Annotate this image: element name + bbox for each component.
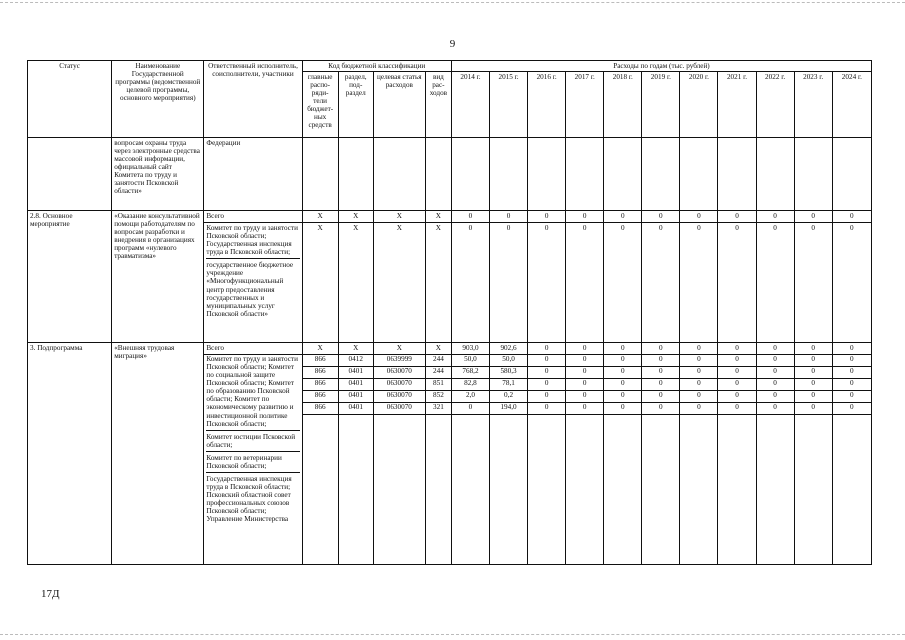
value-cell: 902,6 bbox=[490, 343, 528, 355]
value-cell: 0 bbox=[528, 223, 566, 343]
header-year: 2024 г. bbox=[832, 72, 871, 138]
code-cell: 866 bbox=[302, 403, 338, 415]
executor-block: Комитет по ветеринарии Псковской области; bbox=[206, 451, 299, 470]
value-cell: 0 bbox=[490, 223, 528, 343]
value-cell: 0 bbox=[566, 403, 604, 415]
code-cell: 866 bbox=[302, 367, 338, 379]
header-year: 2015 г. bbox=[490, 72, 528, 138]
value-cell: 194,0 bbox=[490, 403, 528, 415]
value-cell: 0 bbox=[756, 379, 794, 391]
value-cell: 0 bbox=[718, 355, 756, 367]
executor-block: Государственная инспекция труда в Псковской области; Псковский областной совет профессиональных союзов Псковской области; Управление Министерства bbox=[206, 472, 299, 523]
value-cell: 580,3 bbox=[490, 367, 528, 379]
value-cell: 0 bbox=[604, 211, 642, 223]
program-table bbox=[27, 60, 872, 565]
value-cell: 0 bbox=[832, 223, 871, 343]
value-cell: 0 bbox=[528, 355, 566, 367]
header-rz: раздел, под- раздел bbox=[338, 72, 373, 138]
value-cell: 78,1 bbox=[490, 379, 528, 391]
code-cell: X bbox=[302, 223, 338, 343]
value-cell: 0 bbox=[528, 379, 566, 391]
value-cell: 0 bbox=[832, 355, 871, 367]
header-year: 2022 г. bbox=[756, 72, 794, 138]
value-cell: 0 bbox=[718, 403, 756, 415]
scan-top-edge bbox=[0, 2, 905, 3]
value-cell: 50,0 bbox=[490, 355, 528, 367]
value-cell: 0 bbox=[604, 403, 642, 415]
code-cell: 851 bbox=[425, 379, 451, 391]
value-cell: 0 bbox=[718, 391, 756, 403]
executor-block: государственное бюджетное учреждение «Многофункциональный центр предоставления государственных и муниципальных услуг Псковской области» bbox=[206, 258, 299, 317]
value-cell: 0 bbox=[756, 391, 794, 403]
code-cell: X bbox=[302, 343, 338, 355]
value-cell: 0 bbox=[794, 223, 832, 343]
header-grbs: главные распо- ряди- тели бюджет- ных средств bbox=[302, 72, 338, 138]
value-cell: 0 bbox=[566, 367, 604, 379]
value-cell: 0 bbox=[794, 367, 832, 379]
value-cell: 0 bbox=[604, 367, 642, 379]
header-csr: целевая статья расходов bbox=[373, 72, 425, 138]
row-executor bbox=[204, 223, 302, 343]
carry-executor: Федерации bbox=[204, 138, 302, 211]
code-cell: 0412 bbox=[338, 355, 373, 367]
code-cell: X bbox=[425, 343, 451, 355]
code-cell: 0630070 bbox=[373, 367, 425, 379]
value-cell: 0 bbox=[794, 403, 832, 415]
value-cell: 0 bbox=[832, 367, 871, 379]
row-executor: Всего bbox=[204, 211, 302, 223]
value-cell: 0 bbox=[718, 223, 756, 343]
code-cell: 866 bbox=[302, 355, 338, 367]
value-cell: 903,0 bbox=[451, 343, 489, 355]
code-cell: 244 bbox=[425, 355, 451, 367]
executor-block: Комитет юстиции Псковской области; bbox=[206, 430, 299, 449]
code-cell: 0630070 bbox=[373, 379, 425, 391]
code-cell: X bbox=[338, 211, 373, 223]
value-cell: 0 bbox=[642, 367, 680, 379]
header-year: 2019 г. bbox=[642, 72, 680, 138]
table-row bbox=[28, 211, 872, 223]
value-cell: 0 bbox=[642, 343, 680, 355]
value-cell: 0 bbox=[832, 211, 871, 223]
value-cell: 0 bbox=[528, 343, 566, 355]
value-cell: 0 bbox=[642, 379, 680, 391]
header-year: 2020 г. bbox=[680, 72, 718, 138]
value-cell: 0 bbox=[680, 391, 718, 403]
carry-name: вопросам охраны труда через электронные средства массовой информации, официальный сайт Комитета по труду и занятости Псковской области» bbox=[112, 138, 204, 211]
value-cell: 82,8 bbox=[451, 379, 489, 391]
value-cell: 0 bbox=[642, 391, 680, 403]
value-cell: 0 bbox=[528, 391, 566, 403]
value-cell: 0 bbox=[756, 223, 794, 343]
value-cell: 0 bbox=[680, 343, 718, 355]
header-year: 2014 г. bbox=[451, 72, 489, 138]
value-cell: 0 bbox=[566, 379, 604, 391]
executor-block: Комитет по труду и занятости Псковской области; Государственная инспекция труда в Псковской области; bbox=[206, 224, 298, 257]
header-year: 2023 г. bbox=[794, 72, 832, 138]
code-cell: 0401 bbox=[338, 403, 373, 415]
code-cell: X bbox=[302, 211, 338, 223]
header-expenses: Расходы по годам (тыс. рублей) bbox=[451, 61, 871, 72]
value-cell: 0 bbox=[566, 211, 604, 223]
code-cell: 0401 bbox=[338, 379, 373, 391]
code-cell: 244 bbox=[425, 367, 451, 379]
value-cell: 0 bbox=[794, 355, 832, 367]
value-cell: 0 bbox=[604, 355, 642, 367]
value-cell: 0 bbox=[756, 367, 794, 379]
header-executor: Ответственный исполнитель, соисполнители, участники bbox=[204, 61, 302, 138]
code-cell: X bbox=[425, 223, 451, 343]
value-cell: 0 bbox=[566, 355, 604, 367]
footer-code: 17Д bbox=[41, 588, 60, 600]
page-number: 9 bbox=[449, 38, 456, 50]
value-cell: 0 bbox=[756, 343, 794, 355]
value-cell: 0 bbox=[680, 223, 718, 343]
value-cell: 0 bbox=[642, 211, 680, 223]
value-cell: 0 bbox=[680, 379, 718, 391]
row-executor: Всего bbox=[204, 343, 302, 355]
value-cell: 0 bbox=[604, 379, 642, 391]
header-name: Наименование Государственной программы (ведомственной целевой программы, основного мероприятия) bbox=[112, 61, 204, 138]
value-cell: 0 bbox=[794, 379, 832, 391]
value-cell: 0 bbox=[528, 367, 566, 379]
value-cell: 0,2 bbox=[490, 391, 528, 403]
value-cell: 0 bbox=[604, 391, 642, 403]
code-cell: 866 bbox=[302, 391, 338, 403]
value-cell: 0 bbox=[794, 343, 832, 355]
value-cell: 0 bbox=[718, 211, 756, 223]
code-cell: 0401 bbox=[338, 391, 373, 403]
section-3-executors bbox=[204, 355, 302, 565]
value-cell: 0 bbox=[451, 403, 489, 415]
value-cell: 0 bbox=[566, 223, 604, 343]
code-cell: X bbox=[338, 223, 373, 343]
code-cell: 866 bbox=[302, 379, 338, 391]
code-cell: X bbox=[338, 343, 373, 355]
value-cell: 0 bbox=[604, 343, 642, 355]
code-cell: X bbox=[373, 343, 425, 355]
code-cell: X bbox=[373, 211, 425, 223]
value-cell: 0 bbox=[832, 403, 871, 415]
value-cell: 0 bbox=[451, 223, 489, 343]
value-cell: 0 bbox=[756, 211, 794, 223]
value-cell: 0 bbox=[832, 391, 871, 403]
value-cell: 50,0 bbox=[451, 355, 489, 367]
code-cell: 0401 bbox=[338, 367, 373, 379]
header-status: Статус bbox=[28, 61, 112, 138]
value-cell: 0 bbox=[528, 211, 566, 223]
value-cell: 0 bbox=[642, 403, 680, 415]
code-cell: X bbox=[373, 223, 425, 343]
code-cell: 321 bbox=[425, 403, 451, 415]
value-cell: 0 bbox=[451, 211, 489, 223]
section-3-name: «Внешняя трудовая миграция» bbox=[112, 343, 204, 565]
value-cell: 0 bbox=[642, 355, 680, 367]
value-cell: 0 bbox=[680, 211, 718, 223]
value-cell: 0 bbox=[680, 367, 718, 379]
value-cell: 0 bbox=[604, 223, 642, 343]
value-cell: 0 bbox=[794, 211, 832, 223]
value-cell: 0 bbox=[794, 391, 832, 403]
code-cell: 852 bbox=[425, 391, 451, 403]
value-cell: 0 bbox=[680, 403, 718, 415]
value-cell: 768,2 bbox=[451, 367, 489, 379]
header-budget-code: Код бюджетной классификации bbox=[302, 61, 451, 72]
code-cell: 0630070 bbox=[373, 391, 425, 403]
header-vr: вид рас- ходов bbox=[425, 72, 451, 138]
scan-bottom-edge bbox=[0, 634, 905, 635]
executor-block: Комитет по труду и занятости Псковской области; Комитет по социальной защите Псковской области; Комитет по образованию Псковской области; Комитет по экономическому развитию и инвестиционной политике Псковской области; bbox=[206, 355, 298, 428]
value-cell: 0 bbox=[718, 379, 756, 391]
header-year: 2018 г. bbox=[604, 72, 642, 138]
value-cell: 0 bbox=[680, 355, 718, 367]
value-cell: 0 bbox=[528, 403, 566, 415]
value-cell: 2,0 bbox=[451, 391, 489, 403]
header-year: 2016 г. bbox=[528, 72, 566, 138]
section-3-status: 3. Подпрограмма bbox=[28, 343, 112, 565]
value-cell: 0 bbox=[490, 211, 528, 223]
code-cell: 0639999 bbox=[373, 355, 425, 367]
value-cell: 0 bbox=[756, 355, 794, 367]
code-cell: 0630070 bbox=[373, 403, 425, 415]
value-cell: 0 bbox=[832, 343, 871, 355]
code-cell: X bbox=[425, 211, 451, 223]
value-cell: 0 bbox=[642, 223, 680, 343]
table-row bbox=[28, 343, 872, 355]
section-28-status: 2.8. Основное мероприятие bbox=[28, 211, 112, 343]
header-year: 2021 г. bbox=[718, 72, 756, 138]
value-cell: 0 bbox=[718, 367, 756, 379]
value-cell: 0 bbox=[566, 391, 604, 403]
value-cell: 0 bbox=[756, 403, 794, 415]
value-cell: 0 bbox=[832, 379, 871, 391]
carry-row bbox=[28, 138, 872, 211]
section-28-name: «Оказание консультативной помощи работодателям по вопросам разработки и внедрения в организациях программ «нулевого травматизма» bbox=[112, 211, 204, 343]
value-cell: 0 bbox=[718, 343, 756, 355]
value-cell: 0 bbox=[566, 343, 604, 355]
header-year: 2017 г. bbox=[566, 72, 604, 138]
